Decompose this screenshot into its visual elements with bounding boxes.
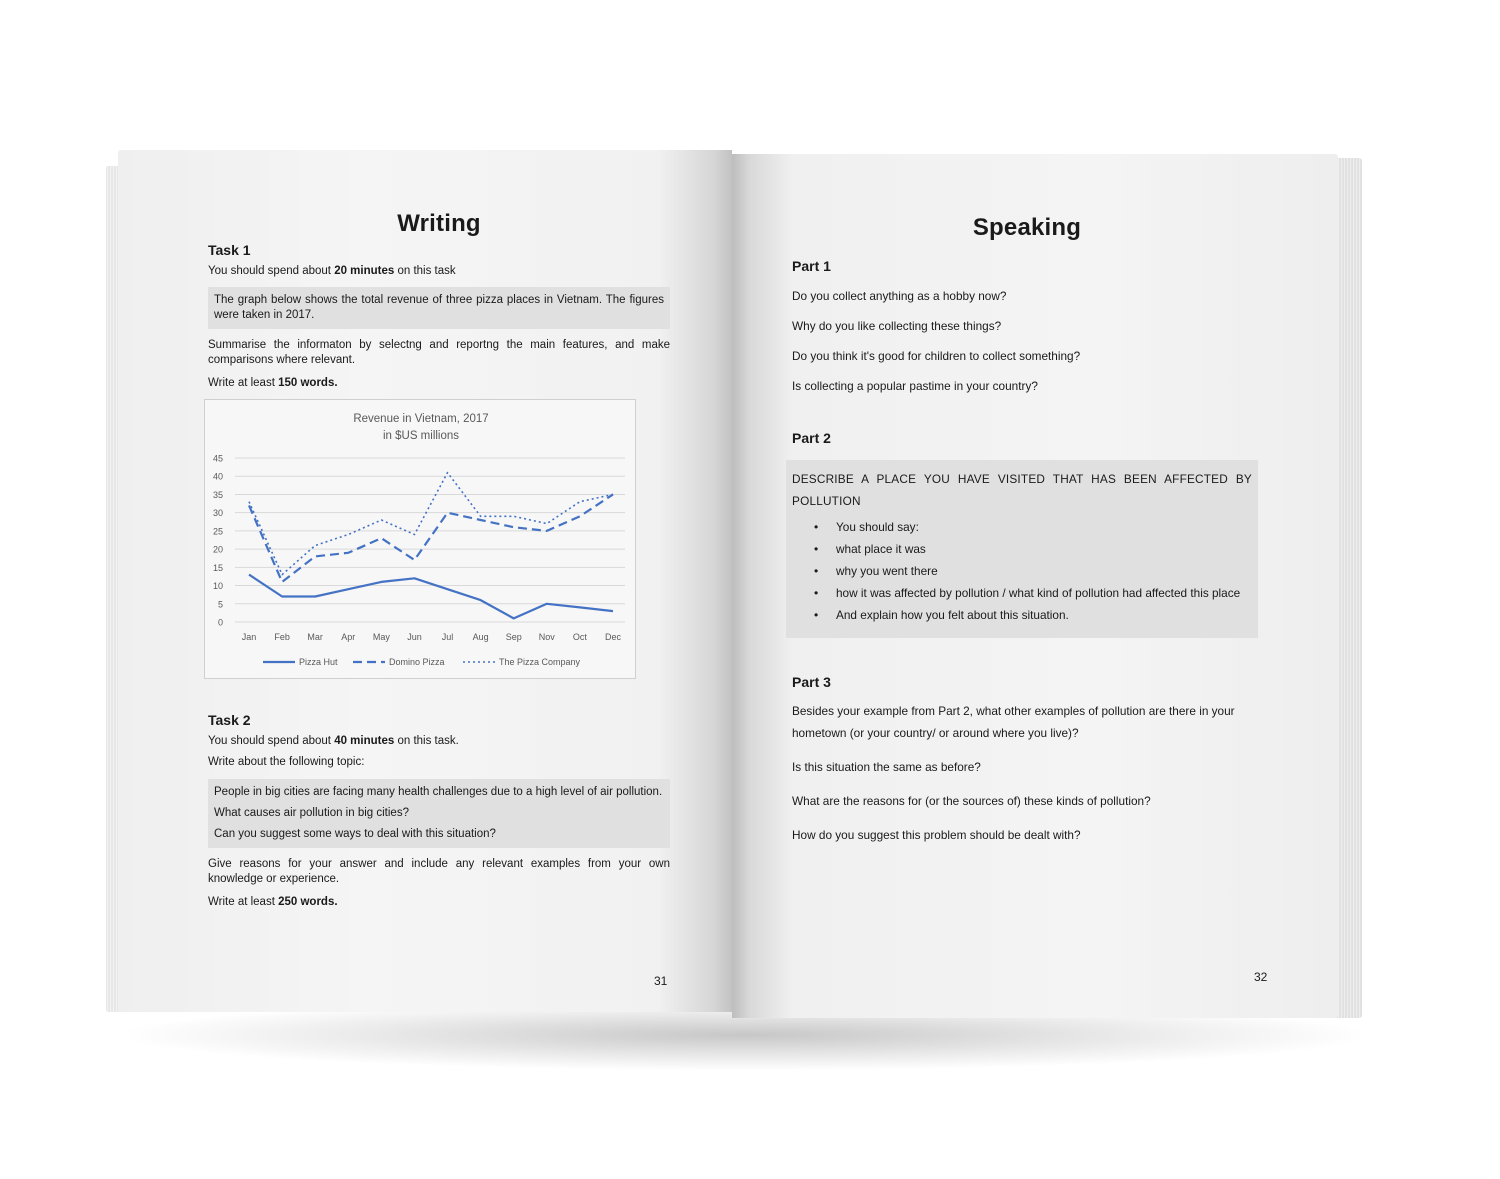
chart-y-tick-label: 45 xyxy=(212,453,223,464)
revenue-chart xyxy=(204,399,636,679)
chart-x-tick-label: Oct xyxy=(572,632,587,642)
chart-x-tick-label: Nov xyxy=(538,632,555,642)
task2-prompt-box xyxy=(208,779,670,848)
chart-x-tick-label: Sep xyxy=(505,632,522,642)
chart-y-tick-label: 10 xyxy=(212,581,223,592)
chart-legend-label: Domino Pizza xyxy=(389,657,445,667)
part3-section xyxy=(792,674,1262,846)
chart-y-tick-label: 0 xyxy=(217,617,223,628)
chart-series-line-pizza-hut xyxy=(249,575,613,619)
left-page-content xyxy=(208,210,670,918)
task2-time: You should spend about 40 minutes on this task. xyxy=(208,735,459,747)
chart-x-tick-label: May xyxy=(372,632,390,642)
page-number-right: 32 xyxy=(1254,970,1268,984)
part2-heading: Part 2 xyxy=(792,430,831,446)
chart-series-line-domino-pizza xyxy=(249,494,613,582)
task2-heading: Task 2 xyxy=(208,712,251,728)
part3-question: Besides your example from Part 2, what other examples of pollution are there in your hometown (or your country/ or around where you live)? xyxy=(792,704,1235,740)
chart-x-tick-label: Apr xyxy=(341,632,356,642)
chart-x-tick-label: Jan xyxy=(241,632,257,642)
part3-question: Is this situation the same as before? xyxy=(792,760,981,774)
chart-y-tick-label: 40 xyxy=(212,471,223,482)
chart-legend-label: Pizza Hut xyxy=(299,657,338,667)
chart-y-ticks xyxy=(213,454,223,628)
chart-x-tick-label: Jul xyxy=(441,632,454,642)
chart-y-tick-label: 25 xyxy=(212,526,223,537)
right-page-content xyxy=(792,214,1262,858)
list-item: • You should say: xyxy=(814,516,1252,538)
list-item: • why you went there xyxy=(814,560,1252,582)
part2-bullets xyxy=(792,516,1252,626)
part3-question: How do you suggest this problem should be dealt with? xyxy=(792,828,1081,842)
task1-instruction: Summarise the informaton by selectng and reportng the main features, and make comparisons where relevant. xyxy=(208,339,670,366)
part1-question: Why do you like collecting these things? xyxy=(792,319,1002,333)
chart-x-tick-label: Feb xyxy=(274,632,290,642)
chart-subtitle: in $US millions xyxy=(382,430,460,442)
part3-heading: Part 3 xyxy=(792,674,831,690)
list-item: • what place it was xyxy=(814,538,1252,560)
task2-prompt-3: Can you suggest some ways to deal with this situation? xyxy=(214,828,496,840)
right-page xyxy=(732,154,1338,1018)
chart-y-tick-label: 15 xyxy=(212,562,223,573)
part1-question: Is collecting a popular pastime in your country? xyxy=(792,379,1038,393)
part1-heading: Part 1 xyxy=(792,258,831,274)
part2-cue-card xyxy=(786,460,1258,638)
part2-cue-heading: DESCRIBE A PLACE YOU HAVE VISITED THAT HAS BEEN AFFECTED BY POLLUTION xyxy=(792,472,1252,508)
task2-prompt-2: What causes air pollution in big cities? xyxy=(214,807,409,819)
chart-x-tick-label: Dec xyxy=(604,632,622,642)
chart-legend xyxy=(263,657,581,667)
task1-prompt: The graph below shows the total revenue of three pizza places in Vietnam. The figures were taken in 2017. xyxy=(214,294,664,321)
chart-x-tick-label: Jun xyxy=(407,632,422,642)
task1-word-count: Write at least 150 words. xyxy=(208,377,338,389)
chart-x-tick-label: Mar xyxy=(307,632,323,642)
task2-prompt-1: People in big cities are facing many health challenges due to a high level of air pollution. xyxy=(214,786,663,798)
chart-title: Revenue in Vietnam, 2017 xyxy=(353,413,489,425)
chart-y-tick-label: 20 xyxy=(212,544,223,555)
chart-series-line-the-pizza-company xyxy=(249,473,613,575)
task1-time: You should spend about 20 minutes on this task xyxy=(208,265,456,277)
page-title-speaking: Speaking xyxy=(972,214,1082,241)
part2-section xyxy=(792,430,1262,638)
part1-section xyxy=(792,258,1262,394)
task2-word-count: Write at least 250 words. xyxy=(208,896,338,908)
task2-topic-intro: Write about the following topic: xyxy=(208,756,365,768)
chart-y-tick-label: 30 xyxy=(212,508,223,519)
task1-prompt-box xyxy=(208,287,670,329)
part1-question: Do you think it's good for children to collect something? xyxy=(792,349,1081,363)
page-title-writing: Writing xyxy=(397,210,481,237)
left-page xyxy=(118,150,732,1012)
list-item: • how it was affected by pollution / what kind of pollution had affected this place xyxy=(814,582,1252,604)
part3-question: What are the reasons for (or the sources of) these kinds of pollution? xyxy=(792,794,1151,808)
task2-section xyxy=(208,713,670,910)
chart-x-tick-label: Aug xyxy=(472,632,489,642)
list-item: • And explain how you felt about this situation. xyxy=(814,604,1252,626)
chart-y-tick-label: 5 xyxy=(217,599,223,610)
task1-heading: Task 1 xyxy=(208,242,251,258)
chart-legend-label: The Pizza Company xyxy=(499,657,581,667)
page-number-left: 31 xyxy=(654,974,668,988)
part1-question: Do you collect anything as a hobby now? xyxy=(792,289,1007,303)
revenue-chart-svg xyxy=(205,400,637,680)
chart-x-ticks xyxy=(242,632,622,642)
chart-y-tick-label: 35 xyxy=(212,489,223,500)
task2-instruction: Give reasons for your answer and include any relevant examples from your own knowledge or experience. xyxy=(208,858,670,885)
